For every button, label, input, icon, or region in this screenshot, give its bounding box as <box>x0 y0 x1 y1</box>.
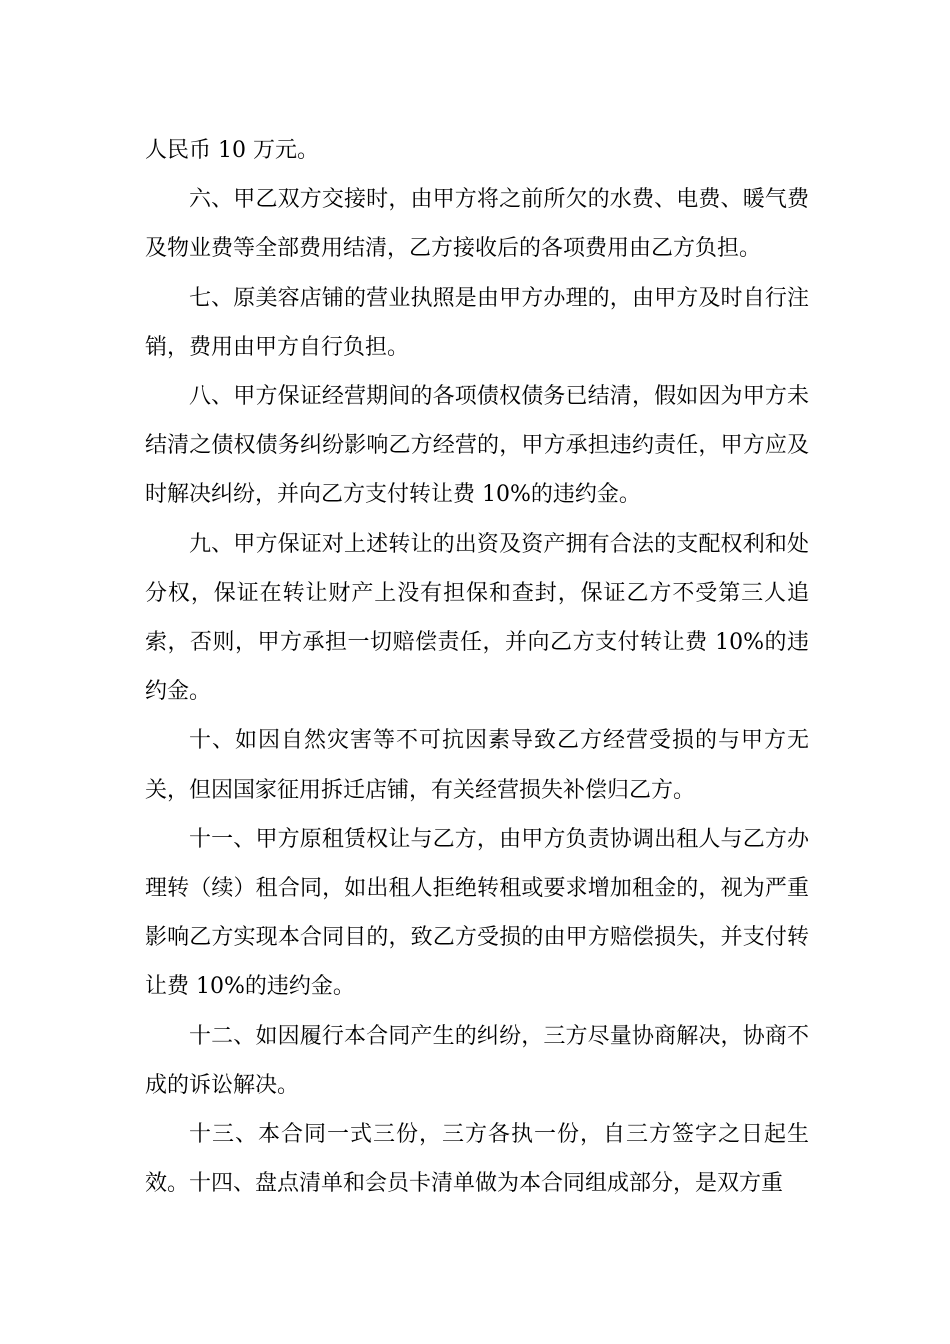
contract-body <box>145 126 809 1208</box>
paragraph-clause-12: 十二、如因履行本合同产生的纠纷，三方尽量协商解决，协商不成的诉讼解决。 <box>145 1023 809 1098</box>
paragraph-clause-8: 八、甲方保证经营期间的各项债权债务已结清，假如因为甲方未结清之债权债务纠纷影响乙方经营的，甲方承担违约责任，甲方应及时解决纠纷，并向乙方支付转让费 10%的违约金。 <box>145 384 809 508</box>
paragraph-clause-6: 六、甲乙双方交接时，由甲方将之前所欠的水费、电费、暖气费及物业费等全部费用结清，乙方接收后的各项费用由乙方负担。 <box>145 187 809 262</box>
paragraph-clause-10: 十、如因自然灾害等不可抗因素导致乙方经营受损的与甲方无关，但因国家征用拆迁店铺，有关经营损失补偿归乙方。 <box>145 728 809 803</box>
paragraph-clause-11: 十一、甲方原租赁权让与乙方，由甲方负责协调出租人与乙方办理转（续）租合同，如出租人拒绝转租或要求增加租金的，视为严重影响乙方实现本合同目的，致乙方受损的由甲方赔偿损失，并支付转让费 10%的违约金。 <box>145 826 809 1000</box>
paragraph-clause-7: 七、原美容店铺的营业执照是由甲方办理的，由甲方及时自行注销，费用由甲方自行负担。 <box>145 285 809 360</box>
paragraph-clause-9: 九、甲方保证对上述转让的出资及资产拥有合法的支配权利和处分权，保证在转让财产上没有担保和查封，保证乙方不受第三人追索，否则，甲方承担一切赔偿责任，并向乙方支付转让费 10%的违约金。 <box>145 531 809 705</box>
paragraph-continuation: 人民币 10 万元。 <box>145 138 319 163</box>
paragraph-clause-13: 十三、本合同一式三份，三方各执一份，自三方签字之日起生效。十四、盘点清单和会员卡清单做为本合同组成部分，是双方重 <box>145 1122 809 1197</box>
